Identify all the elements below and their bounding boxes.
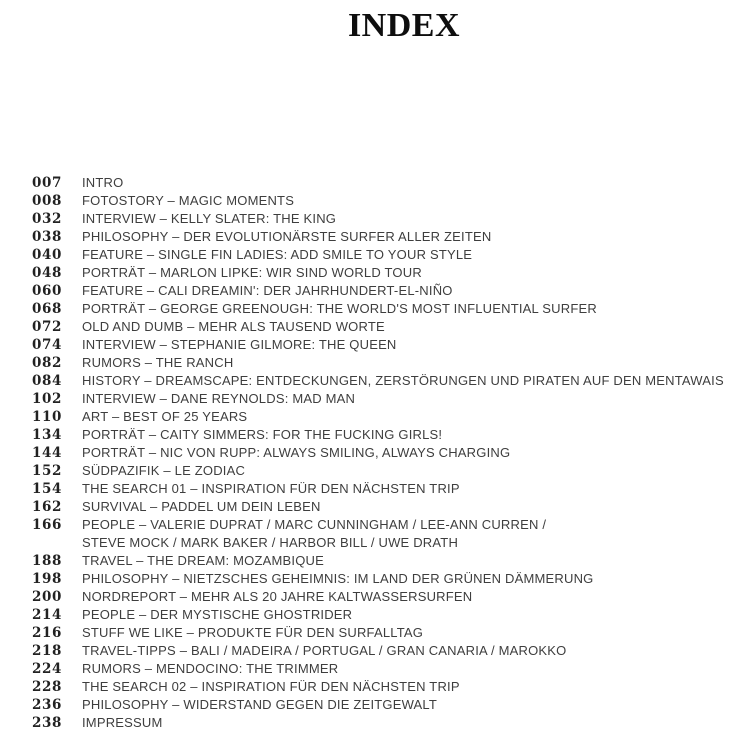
page-number: 152 xyxy=(32,463,62,479)
page-number: 082 xyxy=(32,355,62,371)
entry-title: SÜDPAZIFIK – LE ZODIAC xyxy=(82,463,246,478)
index-row xyxy=(32,624,734,642)
index-row xyxy=(32,282,734,300)
page-number: 162 xyxy=(32,499,62,515)
index-row xyxy=(32,606,734,624)
page-number: 218 xyxy=(32,643,62,659)
index-row xyxy=(32,390,734,408)
page-number: 134 xyxy=(32,427,62,443)
index-row xyxy=(32,588,734,606)
page-number: 154 xyxy=(32,481,62,497)
page-number: 007 xyxy=(32,175,62,191)
index-row xyxy=(32,534,734,552)
page-number: 060 xyxy=(32,283,62,299)
page-number: 084 xyxy=(32,373,62,389)
page-number: 166 xyxy=(32,517,62,533)
index-row xyxy=(32,372,734,390)
index-row xyxy=(32,660,734,678)
entry-title: FEATURE – SINGLE FIN LADIES: ADD SMILE TO YOUR STYLE xyxy=(82,247,473,262)
entry-title: PORTRÄT – CAITY SIMMERS: FOR THE FUCKING GIRLS! xyxy=(82,427,443,442)
page-number: 236 xyxy=(32,697,62,713)
entry-title: STUFF WE LIKE – PRODUKTE FÜR DEN SURFALLTAG xyxy=(82,625,424,640)
page-number: 216 xyxy=(32,625,62,641)
index-row xyxy=(32,552,734,570)
index-row xyxy=(32,480,734,498)
entry-title: FOTOSTORY – MAGIC MOMENTS xyxy=(82,193,295,208)
page-number: 032 xyxy=(32,211,62,227)
page-number: 110 xyxy=(32,409,62,425)
entry-title: IMPRESSUM xyxy=(82,715,163,730)
index-row xyxy=(32,498,734,516)
entry-title: PHILOSOPHY – NIETZSCHES GEHEIMNIS: IM LAND DER GRÜNEN DÄMMERUNG xyxy=(82,571,594,586)
index-row xyxy=(32,570,734,588)
entry-title: TRAVEL-TIPPS – BALI / MADEIRA / PORTUGAL / GRAN CANARIA / MAROKKO xyxy=(82,643,567,658)
entry-title: TRAVEL – THE DREAM: MOZAMBIQUE xyxy=(82,553,324,568)
entry-title: OLD AND DUMB – MEHR ALS TAUSEND WORTE xyxy=(82,319,385,334)
page-number: 200 xyxy=(32,589,62,605)
page-number: 102 xyxy=(32,391,62,407)
index-row xyxy=(32,444,734,462)
index-row xyxy=(32,246,734,264)
page-number: 228 xyxy=(32,679,62,695)
entry-title: SURVIVAL – PADDEL UM DEIN LEBEN xyxy=(82,499,321,514)
entry-title: INTERVIEW – KELLY SLATER: THE KING xyxy=(82,211,337,226)
entry-title: ART – BEST OF 25 YEARS xyxy=(82,409,248,424)
index-row xyxy=(32,426,734,444)
page-number: 040 xyxy=(32,247,62,263)
entry-title: THE SEARCH 02 – INSPIRATION FÜR DEN NÄCHSTEN TRIP xyxy=(82,679,460,694)
page-number: 198 xyxy=(32,571,62,587)
entry-title: INTERVIEW – DANE REYNOLDS: MAD MAN xyxy=(82,391,356,406)
page-number: 188 xyxy=(32,553,62,569)
index-row xyxy=(32,714,734,732)
page-title: INDEX xyxy=(347,7,461,44)
entry-title: FEATURE – CALI DREAMIN': DER JAHRHUNDERT-EL-NIÑO xyxy=(82,283,453,298)
index-row xyxy=(32,354,734,372)
page-number: 072 xyxy=(32,319,62,335)
entry-title: NORDREPORT – MEHR ALS 20 JAHRE KALTWASSERSURFEN xyxy=(82,589,473,604)
entry-title: RUMORS – THE RANCH xyxy=(82,355,234,370)
index-list xyxy=(32,174,734,732)
page-number: 008 xyxy=(32,193,62,209)
page-number: 238 xyxy=(32,715,62,731)
page-number: 224 xyxy=(32,661,62,677)
index-row xyxy=(32,408,734,426)
entry-title: RUMORS – MENDOCINO: THE TRIMMER xyxy=(82,661,339,676)
index-row xyxy=(32,300,734,318)
index-row xyxy=(32,678,734,696)
page-number: 144 xyxy=(32,445,62,461)
page-number: 214 xyxy=(32,607,62,623)
entry-title: PORTRÄT – NIC VON RUPP: ALWAYS SMILING, ALWAYS CHARGING xyxy=(82,445,511,460)
index-row xyxy=(32,462,734,480)
page-number: 074 xyxy=(32,337,62,353)
entry-title: STEVE MOCK / MARK BAKER / HARBOR BILL / UWE DRATH xyxy=(82,535,459,550)
index-row xyxy=(32,318,734,336)
entry-title: PHILOSOPHY – DER EVOLUTIONÄRSTE SURFER ALLER ZEITEN xyxy=(82,229,492,244)
index-row xyxy=(32,264,734,282)
index-row xyxy=(32,192,734,210)
index-row xyxy=(32,210,734,228)
entry-title: PORTRÄT – MARLON LIPKE: WIR SIND WORLD TOUR xyxy=(82,265,422,280)
entry-title: INTERVIEW – STEPHANIE GILMORE: THE QUEEN xyxy=(82,337,397,352)
entry-title: PORTRÄT – GEORGE GREENOUGH: THE WORLD'S MOST INFLUENTIAL SURFER xyxy=(82,301,597,316)
entry-title: HISTORY – DREAMSCAPE: ENTDECKUNGEN, ZERSTÖRUNGEN UND PIRATEN AUF DEN MENTAWAIS xyxy=(82,373,724,388)
page-number: 038 xyxy=(32,229,62,245)
entry-title: INTRO xyxy=(82,175,124,190)
index-row xyxy=(32,228,734,246)
page-number: 068 xyxy=(32,301,62,317)
index-row xyxy=(32,336,734,354)
entry-title: THE SEARCH 01 – INSPIRATION FÜR DEN NÄCHSTEN TRIP xyxy=(82,481,460,496)
index-row xyxy=(32,696,734,714)
index-row xyxy=(32,642,734,660)
page-number: 048 xyxy=(32,265,62,281)
index-row xyxy=(32,516,734,534)
entry-title: PEOPLE – DER MYSTISCHE GHOSTRIDER xyxy=(82,607,353,622)
index-row xyxy=(32,174,734,192)
entry-title: PEOPLE – VALERIE DUPRAT / MARC CUNNINGHAM / LEE-ANN CURREN / xyxy=(82,517,547,532)
entry-title: PHILOSOPHY – WIDERSTAND GEGEN DIE ZEITGEWALT xyxy=(82,697,438,712)
